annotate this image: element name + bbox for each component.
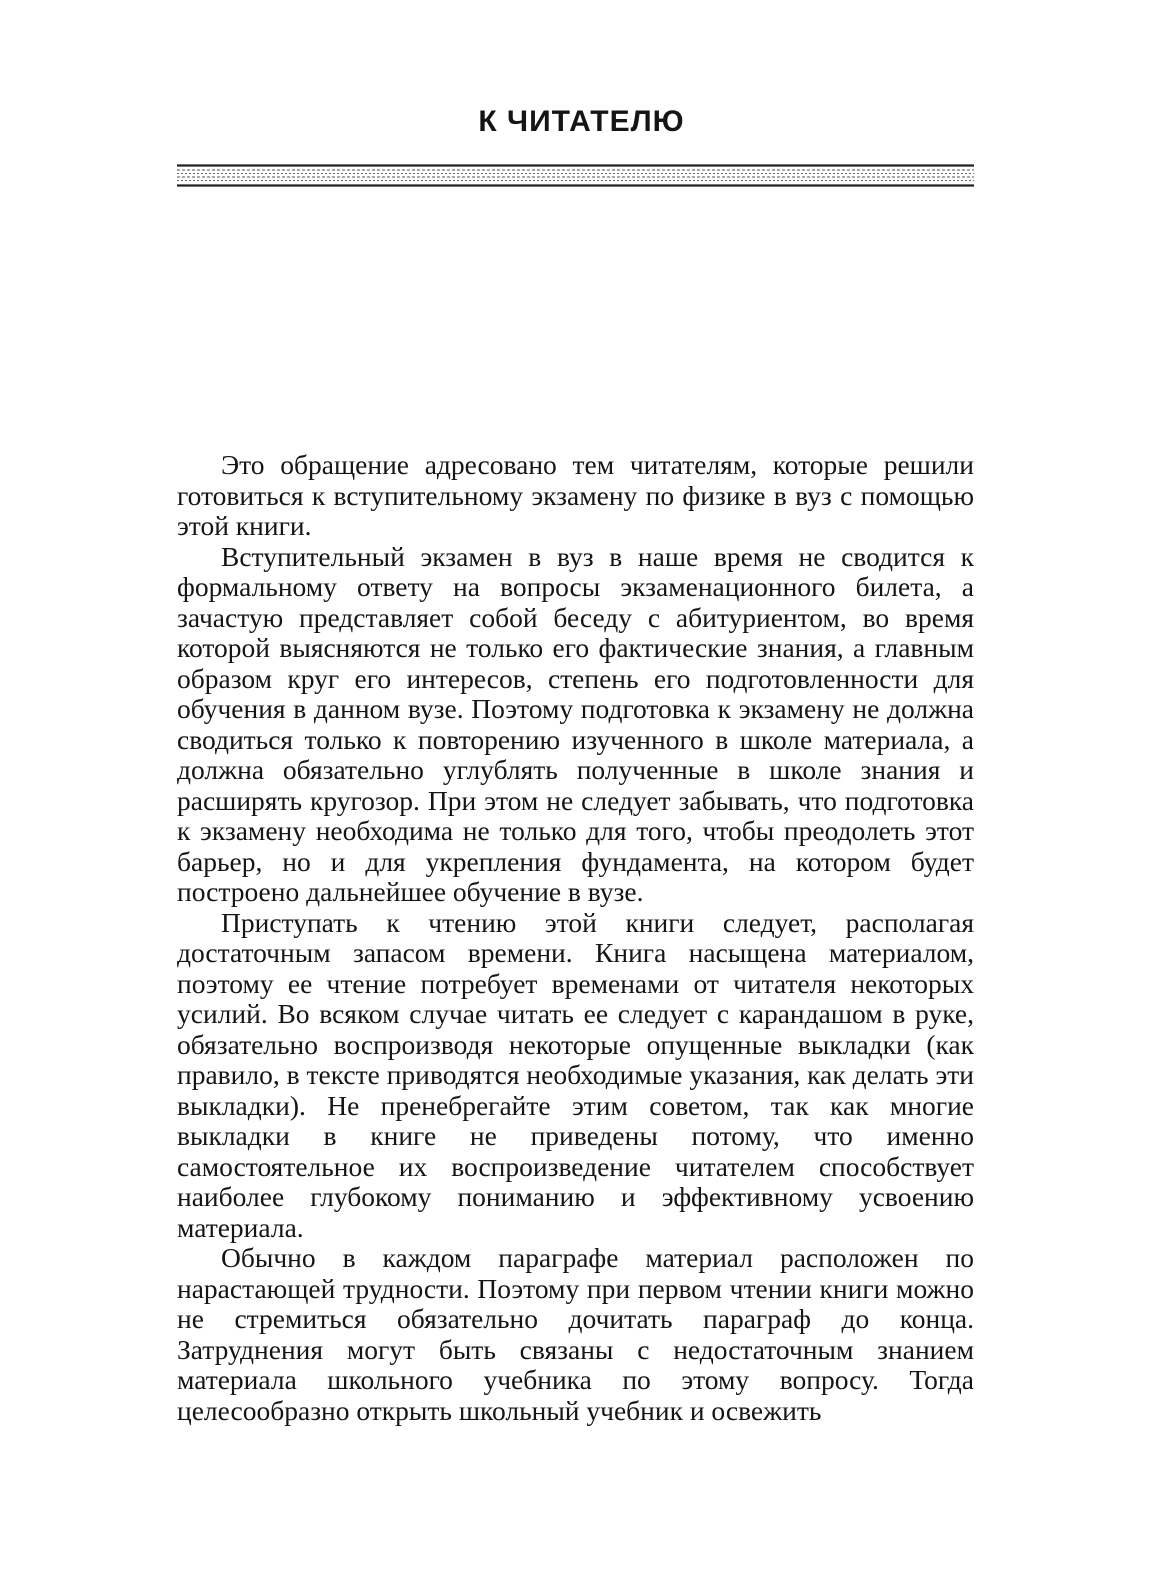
paragraph: Это обращение адресовано тем читателям, которые решили готовиться к вступительному экзамену по физике в вуз с помощью этой книги. [177,449,974,541]
paragraph: Приступать к чтению этой книги следует, располагая достаточным запасом времени. Книга насыщена материалом, поэтому ее чтение потребует временами от читателя некоторых усилий. Во всяком случае читать ее следует с карандашом в руке, обязательно воспроизводя некоторые опущенные выкладки (как правило, в тексте приводятся необходимые указания, как делать эти выкладки). Не пренебрегайте этим советом, так как многие выкладки в книге не приведены потому, что именно самостоятельное их воспроизведение читателем способствует наиболее глубокому пониманию и эффективному усвоению материала. [177,906,974,1243]
body-text [177,450,974,1426]
paragraph: Обычно в каждом параграфе материал расположен по нарастающей трудности. Поэтому при первом чтении книги можно не стремиться обязательно дочитать параграф до конца. Затруднения могут быть связаны с недостаточным знанием материала школьного учебника по этому вопросу. Тогда целесообразно открыть школьный учебник и освежить [177,1242,974,1426]
page-title: К ЧИТАТЕЛЮ [478,105,685,138]
decorative-divider [177,164,974,188]
paragraph: Вступительный экзамен в вуз в наше время не сводится к формальному ответу на вопросы экзаменационного билета, а зачастую представляет собой беседу с абитуриентом, во время которой выясняются не только его фактические знания, а главным образом круг его интересов, степень его подготовленности для обучения в данном вузе. Поэтому подготовка к экзамену не должна сводиться только к повторению изученного в школе материала, а должна обязательно углублять полученные в школе знания и расширять кругозор. При этом не следует забывать, что подготовка к экзамену необходима не только для того, чтобы преодолеть этот барьер, но и для укрепления фундамента, на котором будет построено дальнейшее обучение в вузе. [177,540,974,907]
